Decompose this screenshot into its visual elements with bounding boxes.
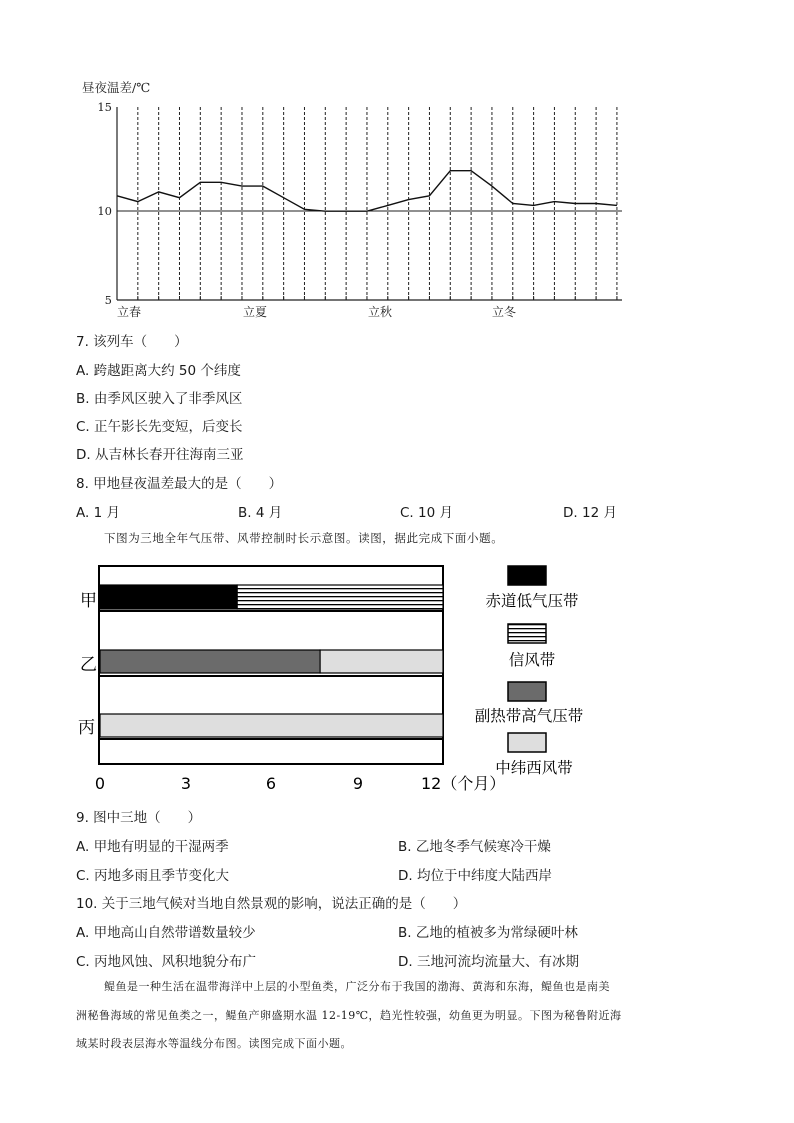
q7-option-b[interactable]: B. 由季风区驶入了非季风区 — [76, 391, 243, 407]
legend-swatch-subtropical-high — [508, 682, 546, 701]
row-label-bing: 丙 — [78, 718, 95, 738]
q10-option-d[interactable]: D. 三地河流均流量大、有冰期 — [398, 954, 579, 970]
x-label-lixia: 立夏 — [242, 305, 268, 319]
q8-option-b[interactable]: B. 4 月 — [238, 505, 283, 521]
legend-label-westerlies: 中纬西风带 — [495, 759, 573, 777]
q10-option-a[interactable]: A. 甲地高山自然带谱数量较少 — [76, 925, 256, 941]
q9-option-d[interactable]: D. 均位于中纬度大陆西岸 — [398, 868, 552, 884]
y-tick-5: 5 — [104, 293, 112, 307]
q8-option-d[interactable]: D. 12 月 — [563, 505, 617, 521]
q7-option-d[interactable]: D. 从吉林长春开往海南三亚 — [76, 447, 244, 463]
q7-option-a[interactable]: A. 跨越距离大约 50 个纬度 — [76, 363, 241, 379]
q8-stem: 8. 甲地昼夜温差最大的是（ ） — [76, 476, 283, 492]
x-label-liqiu: 立秋 — [367, 305, 393, 319]
y-tick-15: 15 — [97, 100, 112, 114]
x-tick-9: 9 — [352, 774, 364, 793]
chart1-ylabel: 昼夜温差/℃ — [82, 80, 151, 95]
x-tick-3: 3 — [180, 774, 192, 793]
q10-stem: 10. 关于三地气候对当地自然景观的影响，说法正确的是（ ） — [76, 896, 467, 912]
y-tick-10: 10 — [97, 204, 112, 218]
intro-paragraph-3-line-1: 鳀鱼是一种生活在温带海洋中上层的小型鱼类，广泛分布于我国的渤海、黄海和东海，鳀鱼也是南美 — [104, 980, 610, 993]
row-label-jia: 甲 — [80, 591, 97, 611]
pressure-wind-belt-chart — [0, 550, 794, 805]
legend-swatch-trade-wind — [508, 624, 546, 643]
q7-option-c[interactable]: C. 正午影长先变短，后变长 — [76, 419, 243, 435]
q9-option-a[interactable]: A. 甲地有明显的干湿两季 — [76, 839, 229, 855]
q10-option-c[interactable]: C. 丙地风蚀、风积地貌分布广 — [76, 954, 257, 970]
legend-swatch-equatorial-low — [508, 566, 546, 585]
temperature-range-chart — [0, 0, 794, 330]
q9-option-b[interactable]: B. 乙地冬季气候寒冷干燥 — [398, 839, 551, 855]
x-tick-0: 0 — [94, 774, 106, 793]
x-label-lichun: 立春 — [116, 305, 142, 319]
intro-paragraph-3-line-3: 域某时段表层海水等温线分布图。读图完成下面小题。 — [76, 1037, 352, 1050]
legend-label-subtropical-high: 副热带高气压带 — [474, 707, 584, 725]
intro-paragraph-3-line-2: 洲秘鲁海域的常见鱼类之一，鳀鱼产卵盛期水温 12-19℃，趋光性较强，幼鱼更为明显。下图为秘鲁附近海 — [76, 1009, 622, 1022]
series-line — [117, 171, 617, 212]
x-tick-6: 6 — [265, 774, 277, 793]
x-label-lidong: 立冬 — [491, 305, 517, 319]
bar-equatorial-low-row-1 — [100, 585, 237, 609]
q9-stem: 9. 图中三地（ ） — [76, 810, 202, 826]
legend-label-trade-wind: 信风带 — [508, 651, 556, 669]
intro-paragraph-2: 下图为三地全年气压带、风带控制时长示意图。读图，据此完成下面小题。 — [104, 531, 504, 545]
row-label-yi: 乙 — [80, 655, 97, 675]
q10-option-b[interactable]: B. 乙地的植被多为常绿硬叶林 — [398, 925, 578, 941]
q9-option-c[interactable]: C. 丙地多雨且季节变化大 — [76, 868, 230, 884]
bar-trade-wind-row-1 — [237, 585, 443, 609]
x-tick-12-months: 12（个月） — [421, 774, 506, 793]
legend-label-equatorial-low: 赤道低气压带 — [485, 592, 579, 610]
legend-swatch-westerlies — [508, 733, 546, 752]
q8-option-c[interactable]: C. 10 月 — [400, 505, 453, 521]
q8-option-a[interactable]: A. 1 月 — [76, 505, 120, 521]
bar-westerlies-row-2 — [320, 650, 443, 673]
bar-westerlies-row-3 — [100, 714, 443, 737]
q7-stem: 7. 该列车（ ） — [76, 334, 188, 350]
bar-subtropical-high-row-2 — [100, 650, 320, 673]
